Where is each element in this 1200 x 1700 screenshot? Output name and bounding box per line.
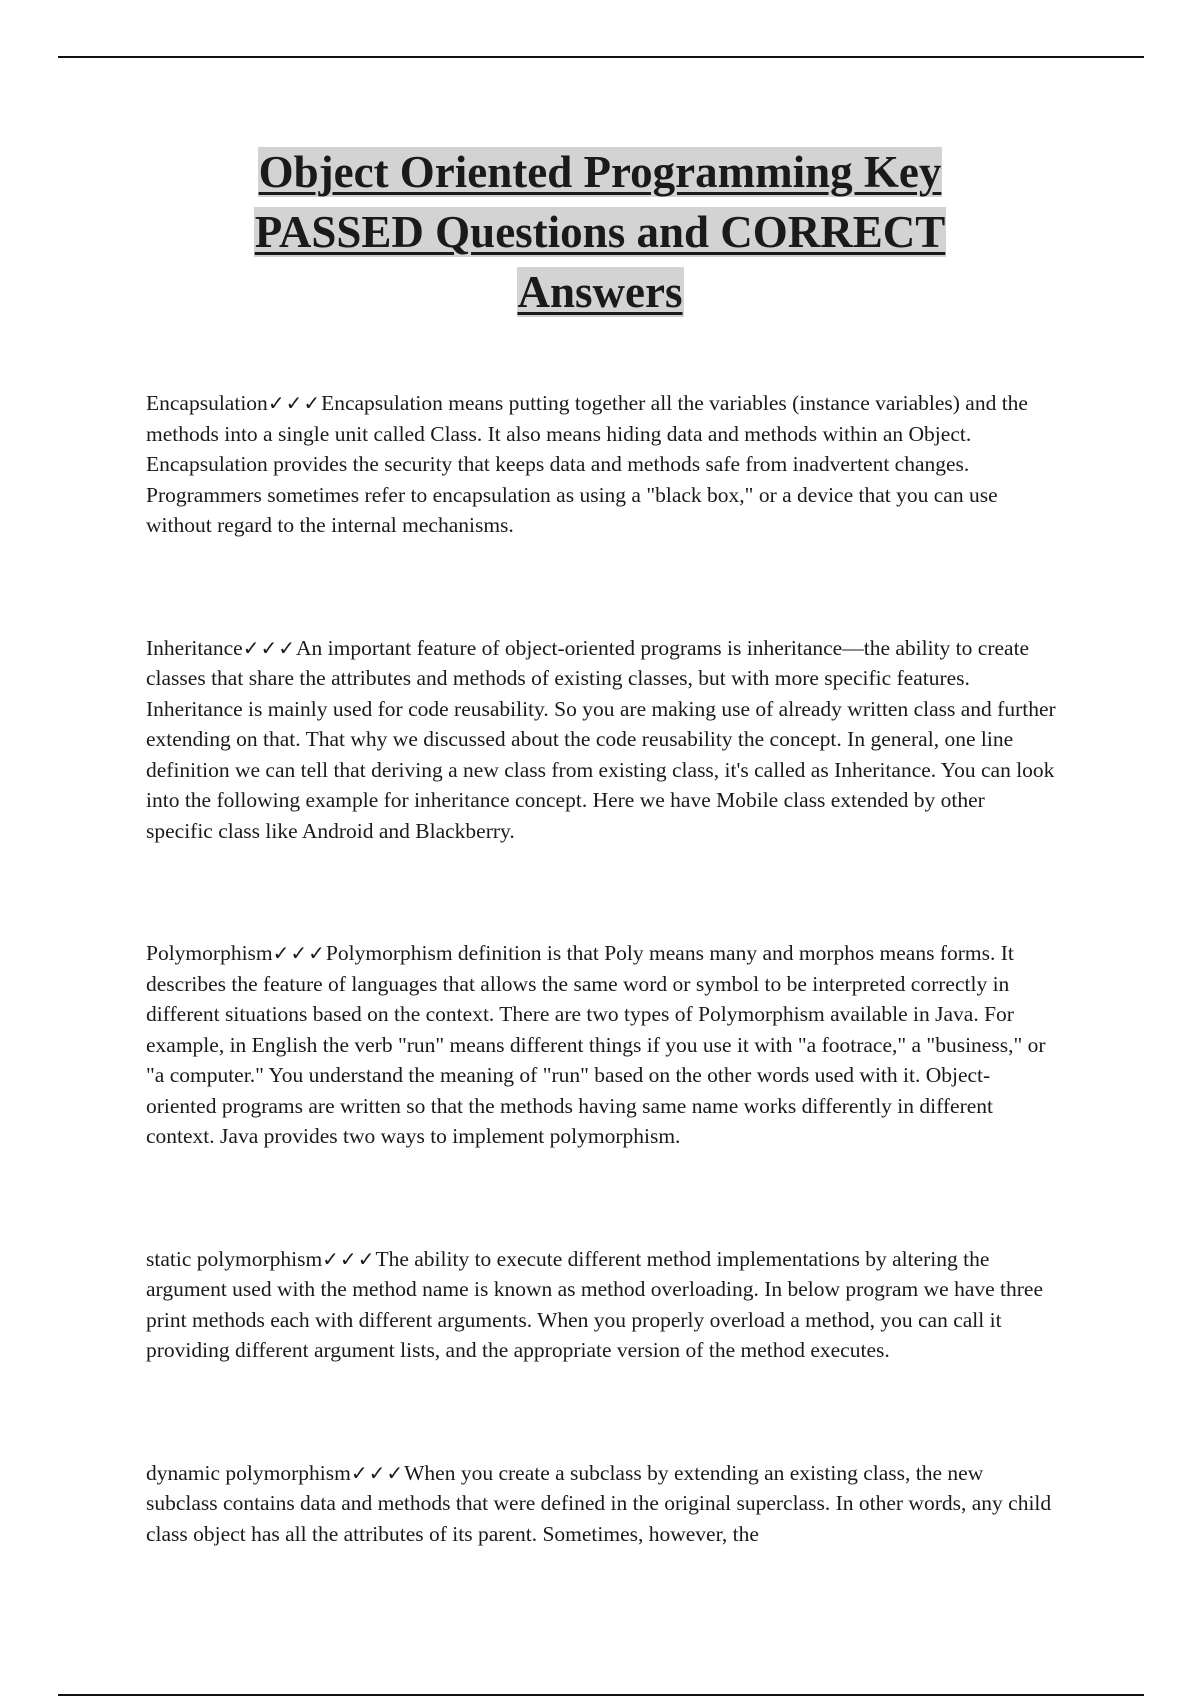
term: Inheritance [146, 635, 243, 660]
qa-entry-inheritance [146, 633, 1056, 847]
title-line-3: Answers [517, 267, 683, 317]
qa-entry-dynamic-polymorphism [146, 1458, 1056, 1550]
qa-entry-static-polymorphism [146, 1244, 1056, 1366]
check-marks-icon: ✓✓✓ [322, 1246, 376, 1271]
bottom-divider [58, 1694, 1144, 1696]
top-divider [58, 56, 1144, 58]
definition: Polymorphism definition is that Poly means many and morphos means forms. It describes the feature of languages that allows the same word or symbol to be interpreted correctly in different situations based on the context. There are two types of Polymorphism available in Java. For example, in English the verb "run" means different things if you use it with "a footrace," a "business," or "a computer." You understand the meaning of "run" based on the other words used with it. Object-oriented programs are written so that the methods having same name works differently in different context. Java provides two ways to implement polymorphism. [146, 941, 1046, 1148]
term: dynamic polymorphism [146, 1460, 351, 1485]
check-marks-icon: ✓✓✓ [242, 635, 296, 660]
term: static polymorphism [146, 1246, 323, 1271]
definition: When you create a subclass by extending an existing class, the new subclass contains data and methods that were defined in the original superclass. In other words, any child class object has all the attributes of its parent. Sometimes, however, the [146, 1460, 1052, 1546]
qa-entry-polymorphism [146, 938, 1056, 1152]
title-line-1: Object Oriented Programming Key [258, 147, 942, 197]
qa-list [146, 388, 1056, 1549]
definition: The ability to execute different method implementations by altering the argument used with the method name is known as method overloading. In below program we have three print methods each with different arguments. When you properly overload a method, you can call it providing different argument lists, and the appropriate version of the method executes. [146, 1246, 1043, 1362]
definition: Encapsulation means putting together all the variables (instance variables) and the methods into a single unit called Class. It also means hiding data and methods within an Object. Encapsulation provides the security that keeps data and methods safe from inadvertent changes. Programmers sometimes refer to encapsulation as using a "black box," or a device that you can use without regard to the internal mechanisms. [146, 391, 1028, 537]
term: Encapsulation [146, 391, 268, 415]
title-line-2: PASSED Questions and CORRECT [254, 207, 946, 257]
qa-entry-encapsulation [146, 388, 1056, 541]
check-marks-icon: ✓✓✓ [267, 391, 322, 415]
check-marks-icon: ✓✓✓ [350, 1460, 405, 1485]
page-title [0, 142, 1200, 322]
check-marks-icon: ✓✓✓ [272, 941, 326, 965]
definition: An important feature of object-oriented programs is inheritance—the ability to create classes that share the attributes and methods of existing classes, but with more specific features. Inheritance is mainly used for code reusability. So you are making use of already written class and further extending on that. That why we discussed about the code reusability the concept. In general, one line definition we can tell that deriving a new class from existing class, it's called as Inheritance. You can look into the following example for inheritance concept. Here we have Mobile class extended by other specific class like Android and Blackberry. [146, 635, 1056, 843]
term: Polymorphism [146, 941, 273, 965]
